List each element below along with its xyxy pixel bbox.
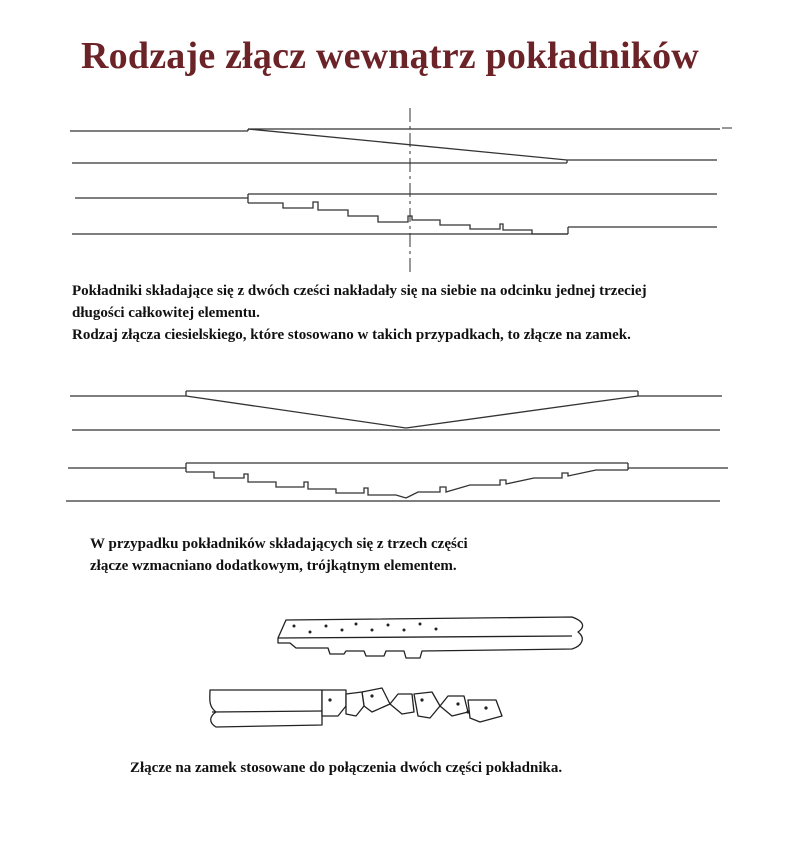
caption-line: długości całkowitej elementu. xyxy=(72,305,260,321)
caption-two-part-joint xyxy=(72,280,647,346)
caption-three-part-joint xyxy=(90,533,468,577)
caption-line: Złącze na zamek stosowane do połączenia dwóch części pokładnika. xyxy=(130,760,563,776)
page-title: Rodzaje złącz wewnątrz pokładników xyxy=(81,35,699,77)
caption-line: Rodzaj złącza ciesielskiego, które stosowano w takich przypadkach, to złącze na zamek. xyxy=(72,327,631,343)
caption-line: W przypadku pokładników składających się z trzech części xyxy=(90,536,468,552)
caption-lock-joint xyxy=(130,757,562,779)
caption-line: złącze wzmacniano dodatkowym, trójkątnym elementem. xyxy=(90,558,457,574)
caption-line: Pokładniki składające się z dwóch cześci nakładały się na siebie na odcinku jednej trzeciej xyxy=(72,283,647,299)
